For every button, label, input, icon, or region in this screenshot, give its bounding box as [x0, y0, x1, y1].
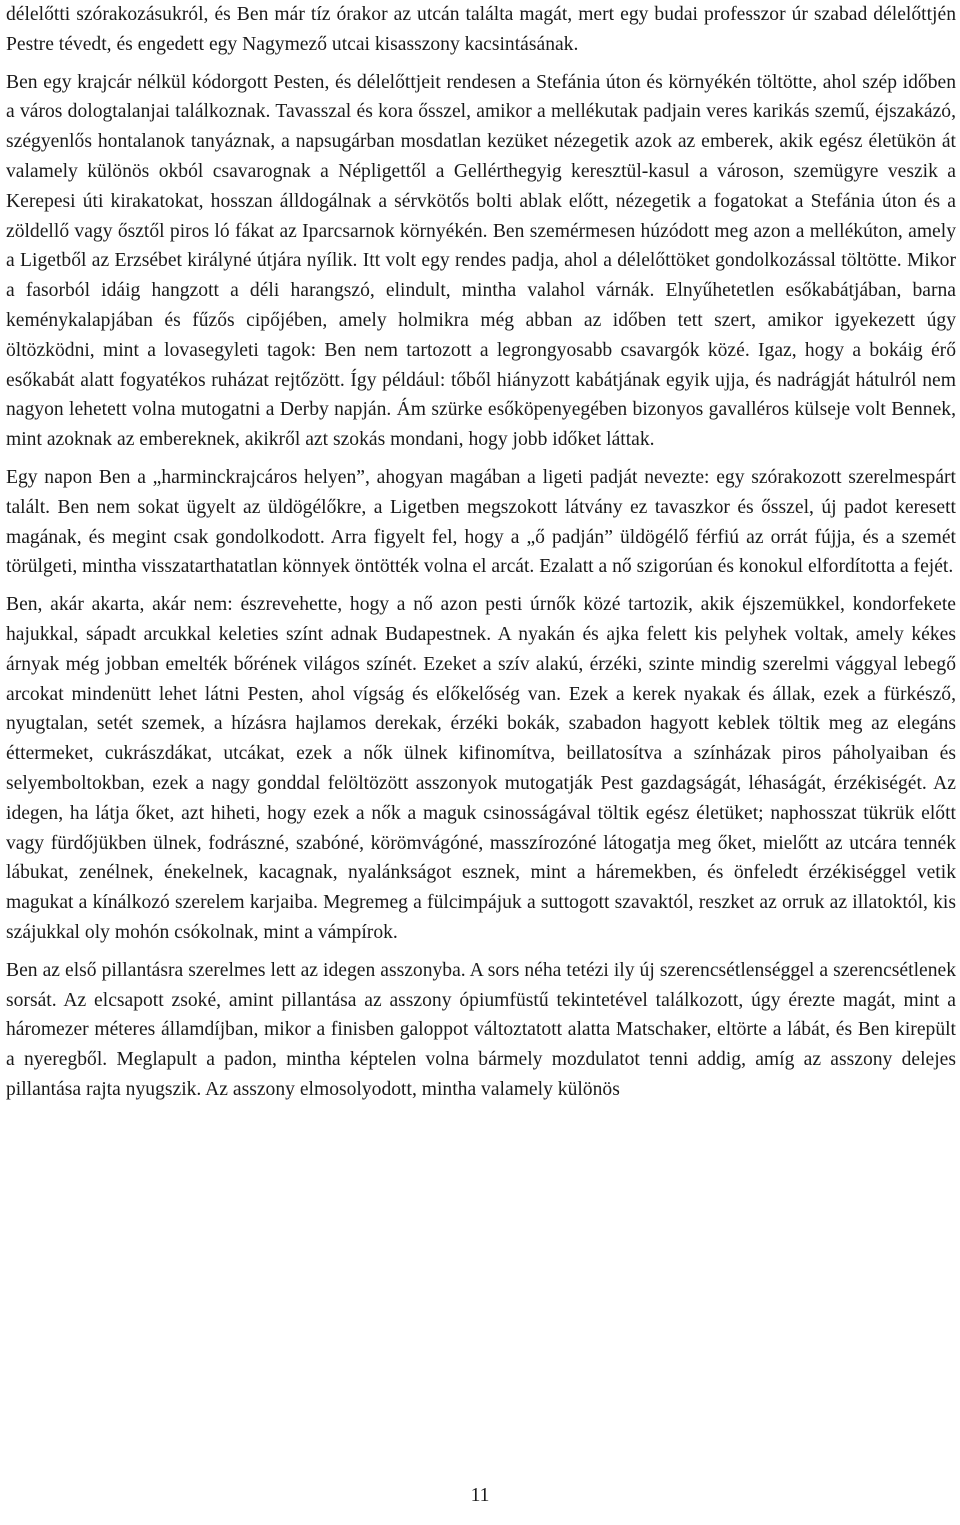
document-page: [6, 0, 956, 1105]
paragraph-4: Ben, akár akarta, akár nem: észrevehette, hogy a nő azon pesti úrnők közé tartozik, akik éjszemükkel, kondorfekete hajukkal, sápadt arcukkal keleties színt adnak Budapestnek. A nyakán és ajka felett kis pelyhek voltak, amely kékes árnyak még jobban emelték bőrének világos színét. Ezeket a szív alakú, érzéki, szinte mindig szerelmi vággyal lebegő arcokat mindenütt lehet látni Pesten, ahol vígság és előkelőség van. Ezek a kerek nyakak és állak, ezek a fürkésző, nyugtalan, setét szemek, a hízásra hajlamos derekak, érzéki bokák, szabadon hagyott keblek töltik meg az elegáns éttermeket, cukrászdákat, utcákat, ezek a nők ülnek kifinomítva, beillatosítva a színházak piros páholyaiban és selyemboltokban, ezek a nagy gonddal felöltözött asszonyok mutogatják Pest gazdagságát, léhaságát, érzékiségét. Az idegen, ha látja őket, azt hiheti, hogy ezek a nők a maguk csinosságával töltik egész életüket; naphosszat tükrük előtt vagy fürdőjükben ülnek, fodrászné, szabóné, körömvágóné, masszírozóné látogatja meg őket, mielőtt az utcára tennék lábukat, zenélnek, énekelnek, kacagnak, nyalánkságot esznek, mint a háremekben, és önfeledt érzékiséggel vetik magukat a kínálkozó szerelem karjaiba. Megremeg a fülcimpájuk a suttogott szavaktól, reszket az orruk az illatoktól, kis szájukkal oly mohón csókolnak, mint a vámpírok.: [6, 594, 956, 943]
paragraph-1: délelőtti szórakozásukról, és Ben már tíz órakor az utcán találta magát, mert egy budai professzor úr szabad délelőttjén Pestre tévedt, és engedett egy Nagymező utcai kisasszony kacsintásának.: [6, 4, 956, 55]
paragraph-2: Ben egy krajcár nélkül kódorgott Pesten, és délelőttjeit rendesen a Stefánia úton és környékén töltötte, ahol szép időben a város dologtalanjai találkoznak. Tavasszal és kora ősszel, amikor a mellékutak padjain veres karikás szemű, éjszakázó, szégyenlős hontalanok tanyáznak, a napsugárban mosdatlan kezüket nézegetik azok az emberek, akik egész életükön át valamely különös okból csavarognak a Népligettől a Gellérthegyig keresztül-kasul a városon, szemügyre veszik a Kerepesi úti kirakatokat, hosszan álldogálnak a sérvkötős bolti ablak előtt, nézegetik a fogatokat a Stefánia úton és a zöldellő vagy ősztől piros ló fákat az Iparcsarnok környékén. Ben szemérmesen húzódott meg azon a mellékúton, amely a Ligetből az Erzsébet királyné útjára nyílik. Itt volt egy rendes padja, ahol a délelőttöket gondolkozással töltötte. Mikor a fasorból idáig hangzott a déli harangszó, elindult, mintha valahol várnák. Elnyűhetetlen esőkabátjában, barna keménykalapjában és fűzős cipőjében, amely holmikra még abban az időben tett szert, amikor igyekezett úgy öltözködni, mint a lovasegyleti tagok: Ben nem tartozott a legrongyosabb csavargók közé. Igaz, hogy a bokáig érő esőkabát alatt fogyatékos ruházat rejtőzött. Így például: tőből hiányzott kabátjának egyik ujja, és nadrágját hátulról nem nagyon lehetett volna mutogatni a Derby napján. Ám szürke esőköpenyegében bizonyos gavalléros külseje volt Bennek, mint azoknak az embereknek, akikről azt szokás mondani, hogy jobb időket láttak.: [6, 71, 956, 451]
paragraph-3: Egy napon Ben a „harminckrajcáros helyen”, ahogyan magában a ligeti padját nevezte: egy szórakozott szerelmespárt talált. Ben nem sokat ügyelt az üldögélőkre, a Ligetben megszokott látvány ez tavaszkor és ősszel, új padot keresett magának, és megint csak gondolkodott. Arra figyelt fel, hogy a „ő padján” üldögélő férfiú az orrát fújja, és a szemét törülgeti, mintha visszatarthatatlan könnyek öntötték volna el arcát. Ezalatt a nő szigorúan és konokul elfordította a fejét.: [6, 466, 956, 578]
paragraph-5: Ben az első pillantásra szerelmes lett az idegen asszonyba. A sors néha tetézi ily új szerencsétlenséggel a szerencsétlenek sorsát. Az elcsapott zsoké, amint pillantása az asszony ópiumfüstű tekintetével találkozott, úgy érezte magát, mint a háromezer méteres államdíjban, mikor a finisben galoppot változtatott alatta Matschaker, eltörte a lábát, és Ben kirepült a nyeregből. Meglapult a padon, mintha képtelen volna bármely mozdulatot tenni addig, amíg az asszony delejes pillantása rajta nyugszik. Az asszony elmosolyodott, mintha valamely különös: [6, 959, 956, 1100]
page-number: 11: [470, 1485, 490, 1506]
